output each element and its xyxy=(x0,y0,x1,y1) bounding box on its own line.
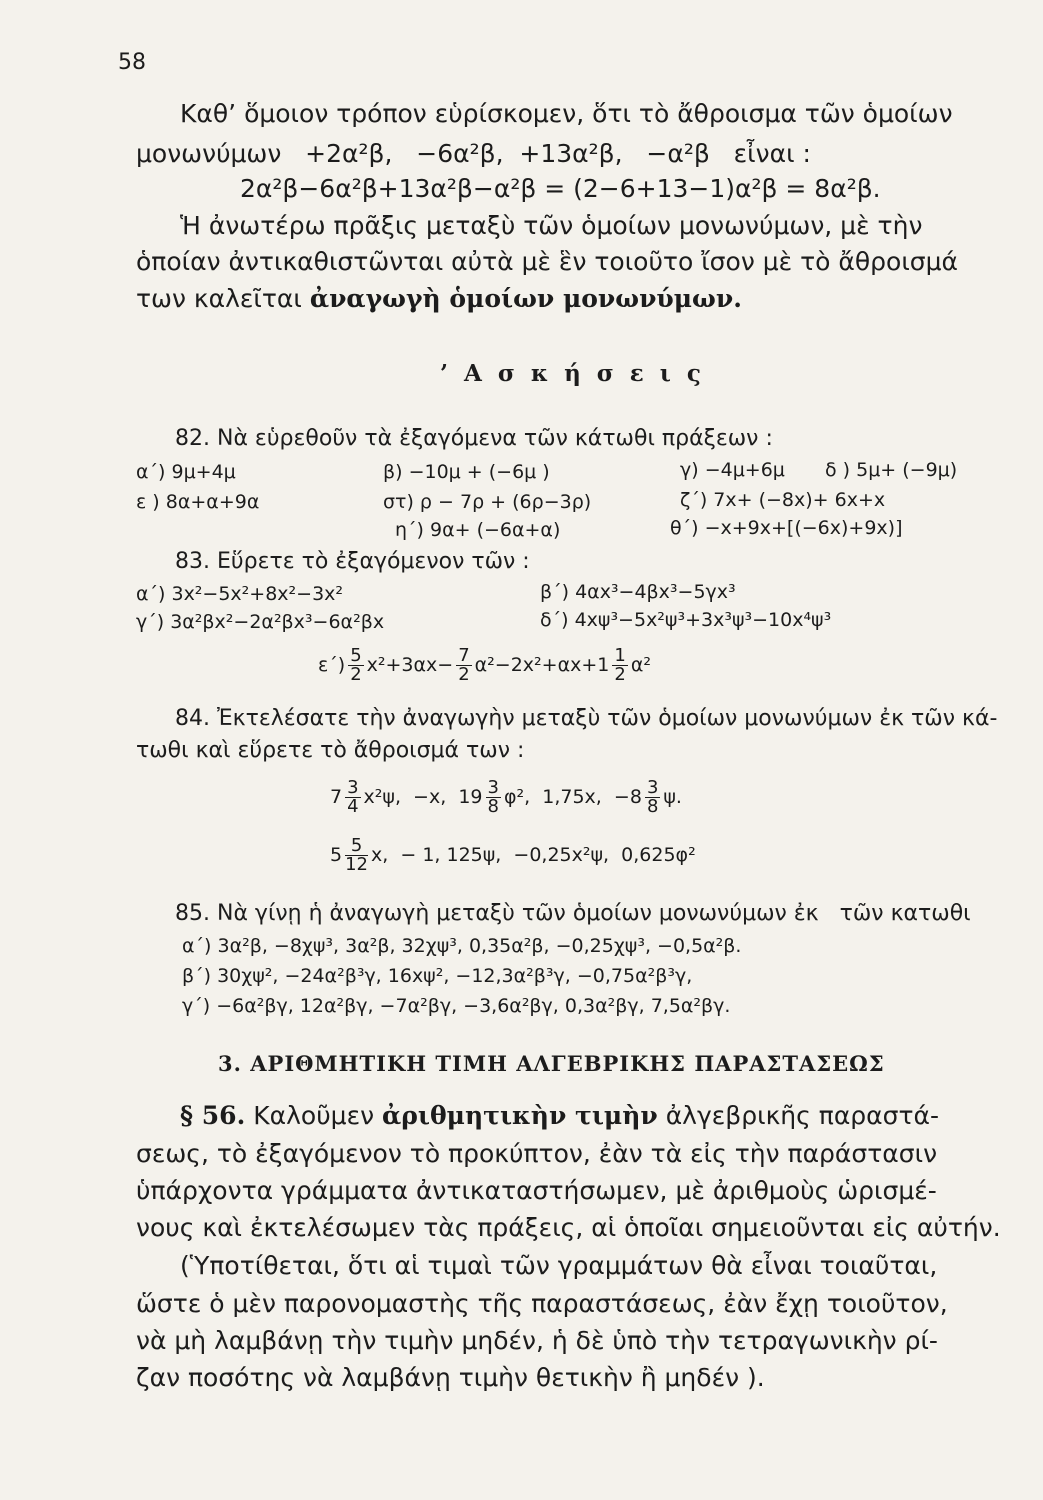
ex83-c: γ΄) 3α²βx²−2α²βx³−6α²βx xyxy=(136,611,385,633)
paragraph-label: § 56. xyxy=(180,1101,246,1130)
definition-term: ἀναγωγὴ ὁμοίων μονωνύμων. xyxy=(309,284,742,313)
fraction-denominator: 8 xyxy=(487,795,499,817)
page-number: 58 xyxy=(118,50,146,75)
ex83-e-term: α² xyxy=(630,654,651,676)
ex82-h: η΄) 9α+ (−6α+α) xyxy=(395,519,561,541)
mixed-whole: 5 xyxy=(330,844,343,866)
fraction-denominator: 8 xyxy=(646,795,659,817)
intro-line-5: ὁποίαν ἀντικαθιστῶνται αὐτὰ μὲ ἓν τοιοῦτο ἴσον μὲ τὸ ἄθροισμά xyxy=(136,247,959,276)
fraction-numerator: 3 xyxy=(347,776,359,798)
ex84-title-2: τωθι καὶ εὕρετε τὸ ἄθροισμά των : xyxy=(136,738,525,763)
fraction-denominator: 12 xyxy=(345,853,368,875)
ex82-b: β) −10μ + (−6μ ) xyxy=(383,461,550,483)
ex83-d: δ΄) 4xψ³−5x²ψ³+3x³ψ³−10x⁴ψ³ xyxy=(540,609,832,631)
ex85-c: γ΄) −6α²βγ, 12α²βγ, −7α²βγ, −3,6α²βγ, 0,3α²βγ, 7,5α²βγ. xyxy=(182,995,731,1017)
fraction-denominator: 2 xyxy=(458,663,470,685)
ex83-e xyxy=(318,640,651,690)
ex83-e-term: α²−2x²+αx+1 xyxy=(474,654,610,676)
ex85-title: 85. Νὰ γίνῃ ἡ ἀναγωγὴ μεταξὺ τῶν ὁμοίων μονωνύμων ἐκ τῶν κατωθι xyxy=(175,901,971,926)
ex83-e-term: x²+3αx− xyxy=(366,654,454,676)
fraction xyxy=(612,644,627,685)
sec56-line-3: ὑπάρχοντα γράμματα ἀντικαταστήσωμεν, μὲ ἀριθμοὺς ὡρισμέ- xyxy=(136,1176,937,1205)
fraction-numerator: 1 xyxy=(614,644,626,666)
fraction-numerator: 3 xyxy=(646,776,659,798)
fraction xyxy=(345,834,368,875)
intro-equation: 2α²β−6α²β+13α²β−α²β = (2−6+13−1)α²β = 8α²β. xyxy=(240,174,881,203)
ex82-th: θ΄) −x+9x+[(−6x)+9x)] xyxy=(670,517,903,539)
intro-line-6-text: των καλεῖται xyxy=(136,284,302,313)
ex85-b: β΄) 30χψ², −24α²β³γ, 16xψ², −12,3α²β³γ, −0,75α²β³γ, xyxy=(182,965,693,987)
ex82-e: ε ) 8α+α+9α xyxy=(136,491,260,513)
sec56-line-2: σεως, τὸ ἐξαγόμενον τὸ προκύπτον, ἐὰν τὰ εἰς τὴν παράστασιν xyxy=(136,1139,938,1168)
sec56-text: Καλοῦμεν xyxy=(253,1101,375,1130)
sec56-line-5: (Ὑποτίθεται, ὅτι αἱ τιμαὶ τῶν γραμμάτων θὰ εἶναι τοιαῦται, xyxy=(180,1251,938,1280)
ex83-title: 83. Εὕρετε τὸ ἐξαγόμενον τῶν : xyxy=(175,549,530,574)
fraction xyxy=(645,776,660,817)
mixed-whole: 7 xyxy=(330,786,343,808)
fraction xyxy=(345,776,360,817)
ex82-a: α΄) 9μ+4μ xyxy=(136,461,236,483)
sec56-line-4: νους καὶ ἐκτελέσωμεν τὰς πράξεις, αἱ ὁποῖαι σημειοῦνται εἰς αὐτήν. xyxy=(136,1213,1001,1242)
ex84-term: ψ. xyxy=(663,786,682,808)
ex82-st: στ) ρ − 7ρ + (6ρ−3ρ) xyxy=(383,491,592,513)
definition-term: ἀριθμητικὴν τιμὴν xyxy=(382,1101,658,1130)
fraction xyxy=(486,776,501,817)
ex82-d: δ ) 5μ+ (−9μ) xyxy=(825,459,958,481)
intro-line-2: μονωνύμων +2α²β, −6α²β, +13α²β, −α²β εἶναι : xyxy=(136,139,811,168)
intro-line-4: Ἡ ἀνωτέρω πρᾶξις μεταξὺ τῶν ὁμοίων μονωνύμων, μὲ τὴν xyxy=(180,211,923,240)
ex82-z: ζ΄) 7x+ (−8x)+ 6x+x xyxy=(680,489,886,511)
ex82-c: γ) −4μ+6μ xyxy=(680,459,785,481)
ex84-row-1 xyxy=(330,772,682,822)
fraction-denominator: 4 xyxy=(347,795,359,817)
fraction-numerator: 3 xyxy=(487,776,499,798)
sec56-line-6: ὥστε ὁ μὲν παρονομαστὴς τῆς παραστάσεως, ἐὰν ἔχῃ τοιοῦτον, xyxy=(136,1289,948,1318)
section-heading: 3. ΑΡΙΘΜΗΤΙΚΗ ΤΙΜΗ ΑΛΓΕΒΡΙΚΗΣ ΠΑΡΑΣΤΑΣΕΩΣ xyxy=(218,1051,885,1076)
sec56-line-1 xyxy=(180,1102,939,1130)
fraction xyxy=(348,644,363,685)
fraction-denominator: 2 xyxy=(350,663,362,685)
ex83-e-label: ε΄) xyxy=(318,654,346,676)
sec56-line-7: νὰ μὴ λαμβάνῃ τὴν τιμὴν μηδέν, ἡ δὲ ὑπὸ τὴν τετραγωνικὴν ρί- xyxy=(136,1326,938,1355)
ex84-row-2 xyxy=(330,830,696,880)
ex84-title: 84. Ἐκτελέσατε τὴν ἀναγωγὴν μεταξὺ τῶν ὁμοίων μονωνύμων ἐκ τῶν κά- xyxy=(175,706,998,731)
ex84-term: φ², 1,75x, −8 xyxy=(503,786,642,808)
fraction-numerator: 7 xyxy=(458,644,470,666)
ex83-b: β΄) 4αx³−4βx³−5γx³ xyxy=(540,581,736,603)
ex82-title: 82. Νὰ εὑρεθοῦν τὰ ἐξαγόμενα τῶν κάτωθι πράξεων : xyxy=(175,426,773,451)
sec56-line-8: ζαν ποσότης νὰ λαμβάνῃ τιμὴν θετικὴν ἢ μηδέν ). xyxy=(136,1363,765,1392)
intro-line-1: Καθ’ ὅμοιον τρόπον εὑρίσκομεν, ὅτι τὸ ἄθροισμα τῶν ὁμοίων xyxy=(180,99,953,128)
sec56-text: ἀλγεβρικῆς παραστά- xyxy=(665,1101,940,1130)
ex84-term: x, − 1, 125ψ, −0,25x²ψ, 0,625φ² xyxy=(371,844,696,866)
fraction-denominator: 2 xyxy=(614,663,626,685)
ex83-a: α΄) 3x²−5x²+8x²−3x² xyxy=(136,583,344,605)
ex84-term: x²ψ, −x, 19 xyxy=(363,786,483,808)
ex85-a: α΄) 3α²β, −8χψ³, 3α²β, 32χψ³, 0,35α²β, −0,25χψ³, −0,5α²β. xyxy=(182,935,742,957)
intro-line-6 xyxy=(136,285,742,313)
fraction-numerator: 5 xyxy=(350,644,362,666)
fraction xyxy=(456,644,471,685)
fraction-numerator: 5 xyxy=(345,837,368,856)
exercises-title: ’ Α σ κ ή σ ε ι ς xyxy=(440,360,705,387)
